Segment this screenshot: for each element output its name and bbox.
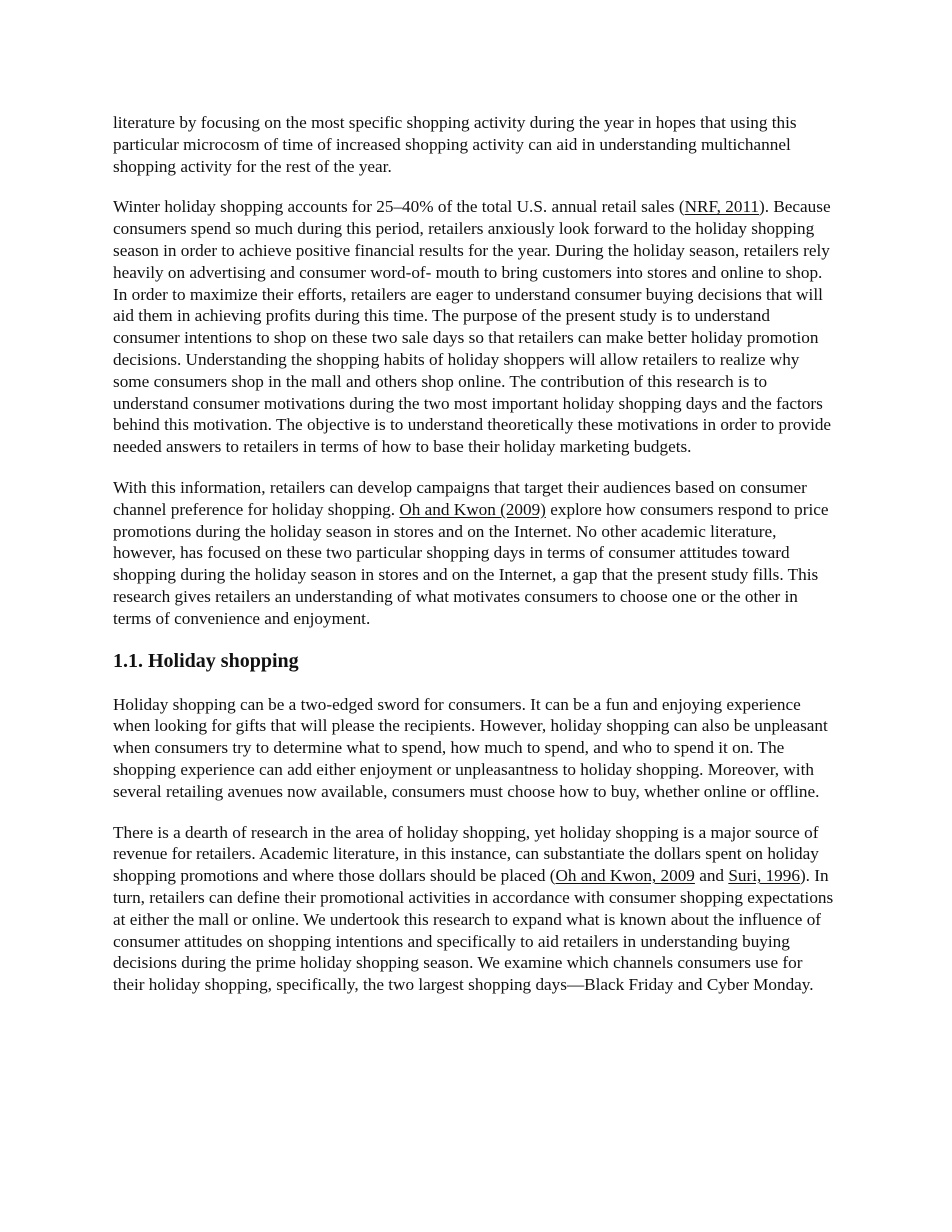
citation-link-oh-kwon-2009[interactable]: Oh and Kwon, 2009 — [555, 866, 695, 886]
paragraph-campaigns — [113, 477, 837, 630]
paragraph-text: and — [694, 866, 729, 886]
paragraph-text: Holiday shopping can be a two-edged sword for consumers. It can be a fun and enjoying experience when looking for gifts that will please the recipients. However, holiday shopping can also be unpleasant when consumers try to determine what to spend, how much to spend, and who to spend it on. The shopping experience can add either enjoyment or unpleasantness to holiday shopping. Moreover, with several retailing avenues now available, consumers must choose how to buy, whether online or offline. — [113, 694, 828, 801]
paragraph-holiday-sales — [113, 196, 837, 458]
paragraph-dearth-of-research — [113, 822, 837, 996]
paragraph-continuation — [113, 112, 837, 177]
citation-link-suri-1996[interactable]: Suri, 1996 — [728, 866, 800, 886]
paragraph-text: literature by focusing on the most specific shopping activity during the year in hopes that using this particular microcosm of time of increased shopping activity can aid in understanding multichannel shopping activity for the rest of the year. — [113, 113, 797, 176]
citation-link-nrf-2011[interactable]: NRF, 2011 — [684, 197, 760, 217]
paragraph-text: With this information, retailers can develop campaigns that target their audiences based on consumer channel preference for holiday shopping. — [113, 477, 807, 519]
paragraph-text: ). Because consumers spend so much during this period, retailers anxiously look forward to the holiday shopping season in order to achieve positive financial results for the year. During the holiday season, retailers rely heavily on advertising and consumer word-of- mouth to bring customers into stores and online to shop. In order to maximize their efforts, retailers are eager to understand consumer buying decisions that will aid them in achieving profits during this time. The purpose of the present study is to understand consumer intentions to shop on these two sale days so that retailers can make better holiday promotion decisions. Understanding the shopping habits of holiday shoppers will allow retailers to realize why some consumers shop in the mall and others shop online. The contribution of this research is to understand consumer motivations during the two most important holiday shopping days and the factors behind this motivation. The objective is to understand theoretically these motivations in order to provide needed answers to retailers in terms of how to base their holiday marketing budgets. — [113, 197, 832, 457]
paragraph-text: ). In turn, retailers can define their promotional activities in accordance with consumer shopping expectations at either the mall or online. We undertook this research to expand what is known about the influence of consumer attitudes on shopping intentions and specifically to aid retailers in understanding buying decisions during the prime holiday shopping season. We examine which channels consumers use for their holiday shopping, specifically, the two largest shopping days—Black Friday and Cyber Monday. — [113, 866, 834, 995]
paragraph-text: There is a dearth of research in the area of holiday shopping, yet holiday shopping is a major source of revenue for retailers. Academic literature, in this instance, can substantiate the dollars spent on holiday shopping promotions and where those dollars should be placed ( — [113, 822, 819, 886]
article-body — [113, 112, 837, 1015]
citation-link-oh-kwon-2009[interactable]: Oh and Kwon (2009) — [399, 499, 546, 519]
paragraph-two-edged-sword — [113, 694, 837, 803]
section-heading: 1.1. Holiday shopping — [113, 649, 299, 672]
paragraph-text: Winter holiday shopping accounts for 25–40% of the total U.S. annual retail sales ( — [113, 197, 685, 217]
paragraph-text: explore how consumers respond to price promotions during the holiday season in stores and on the Internet. No other academic literature, however, has focused on these two particular shopping days in terms of consumer attitudes toward shopping during the holiday season in stores and on the Internet, a gap that the present study fills. This research gives retailers an understanding of what motivates consumers to choose one or the other in terms of convenience and enjoyment. — [113, 499, 829, 628]
